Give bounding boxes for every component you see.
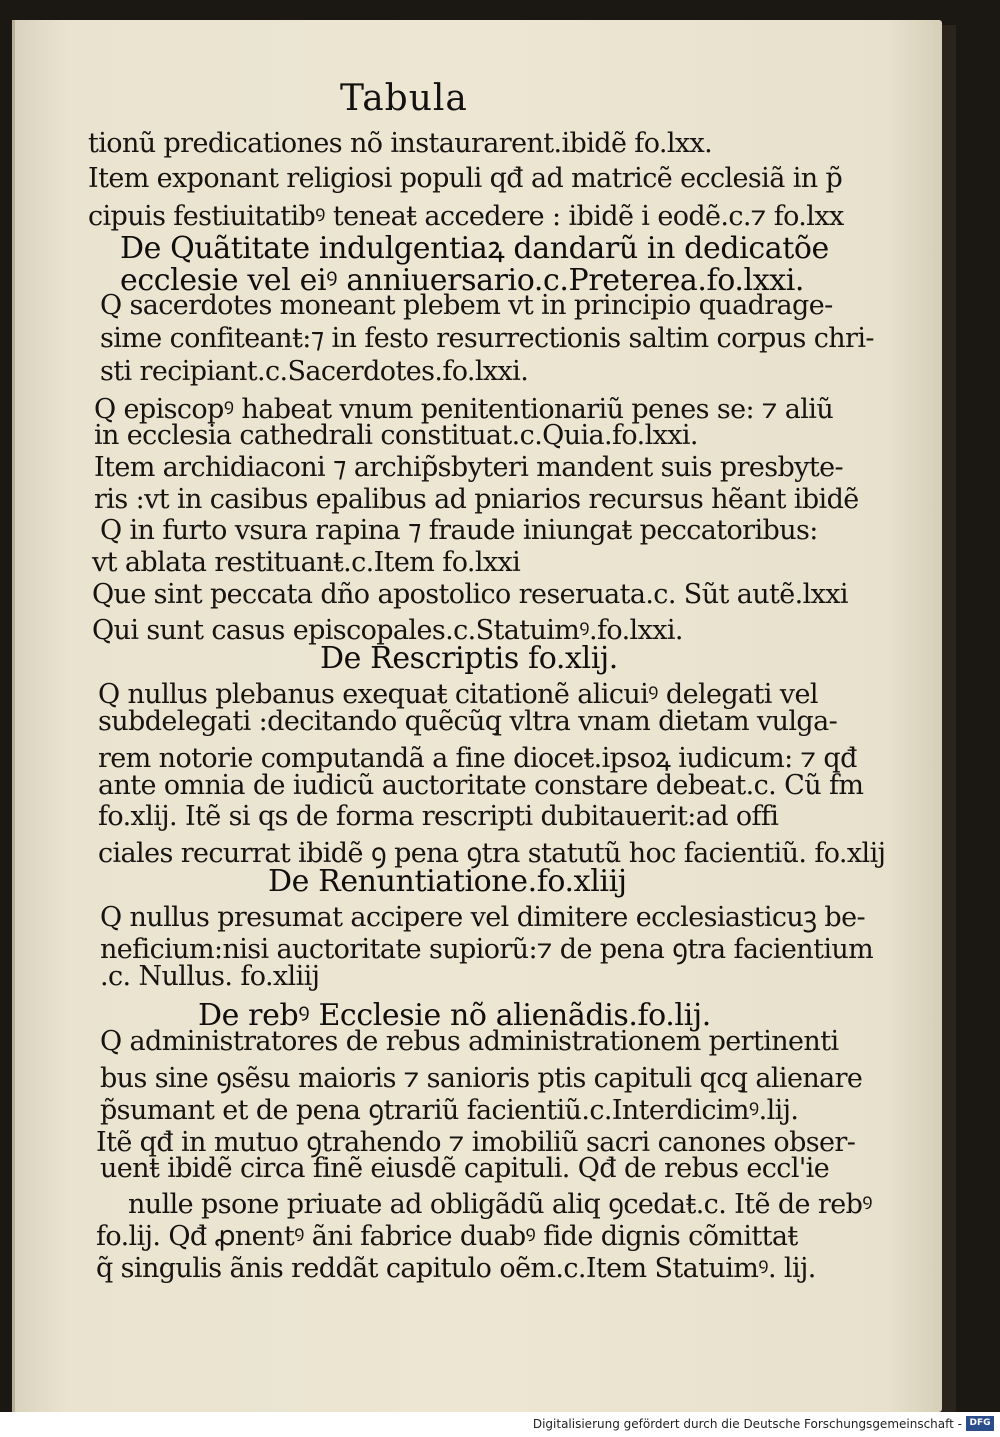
text-line: Q nullus presumat accipere vel dimitere ecclesiasticuꝫ be- bbox=[100, 902, 865, 933]
dfg-logo-icon: DFG bbox=[966, 1416, 994, 1431]
text-line: cipuis festiuitatibꝰ teneaŧ accedere : ibidẽ i eodẽ.c.⁊ fo.lxx bbox=[88, 201, 844, 232]
text-line: sime confiteanŧ:⁊ in festo resurrectionis saltim corpus chri- bbox=[100, 323, 874, 354]
text-line: p̃sumant et de pena ꝯtrariũ facientiũ.c.Interdicimꝰ.lij. bbox=[100, 1095, 799, 1126]
footer-bar bbox=[0, 1412, 1000, 1437]
text-line: Q sacerdotes moneant plebem vt in principio quadrage- bbox=[100, 290, 833, 321]
text-line: neficium:nisi auctoritate supiorũ:⁊ de pena ꝯtra facientium bbox=[100, 934, 874, 965]
text-line: Q in furto vsura rapina ⁊ fraude iniungaŧ peccatoribus: bbox=[100, 515, 818, 546]
text-line: Qui sunt casus episcopales.c.Statuimꝰ.fo.lxxi. bbox=[92, 615, 683, 646]
text-line: fo.lij. Qđ ꝓnentꝰ ãni fabrice duabꝰ fide dignis cõmittaŧ bbox=[96, 1221, 798, 1252]
text-line: Q episcopꝰ habeat vnum penitentionariũ penes se: ⁊ aliũ bbox=[94, 394, 834, 425]
text-line: fo.xlij. Itẽ si qs de forma rescripti dubitauerit:ad offi bbox=[98, 801, 779, 832]
text-line: sti recipiant.c.Sacerdotes.fo.lxxi. bbox=[100, 356, 529, 387]
text-line: Item archidiaconi ⁊ archip̃sbyteri mandent suis presbyte- bbox=[94, 452, 844, 483]
text-line: Q nullus plebanus exequaŧ citationẽ alicuiꝰ delegati vel bbox=[98, 679, 818, 710]
text-line: in ecclesia cathedrali constituat.c.Quia.fo.lxxi. bbox=[94, 420, 698, 451]
page-edge bbox=[12, 20, 15, 1412]
section-heading: De Quãtitate indulgentiaꝝ dandarũ in dedicatõe bbox=[120, 231, 829, 266]
text-line: ante omnia de iudicũ auctoritate constare debeat.c. Cũ fm bbox=[98, 770, 864, 801]
text-line: bus sine ꝯsẽsu maioris ⁊ sanioris ptis capituli qcq̧ alienare bbox=[100, 1063, 863, 1094]
funding-credit: Digitalisierung gefördert durch die Deutsche Forschungsgemeinschaft - bbox=[532, 1417, 962, 1431]
text-line: .c. Nullus. fo.xliij bbox=[100, 961, 320, 992]
text-line: subdelegati :decitando quẽcũq̧ vltra vnam dietam vulga- bbox=[98, 706, 838, 737]
page-title: Tabula bbox=[340, 78, 468, 119]
text-line: nulle psone priuate ad obligãdũ aliq ꝯcedaŧ.c. Itẽ de rebꝰ bbox=[128, 1189, 872, 1220]
section-heading: De Rescriptis fo.xlij. bbox=[320, 641, 618, 676]
text-line: ciales recurrat ibidẽ ꝯ pena ꝯtra statutũ hoc facientiũ. fo.xlij bbox=[98, 838, 886, 869]
text-line: Q administratores de rebus administrationem pertinenti bbox=[100, 1026, 839, 1057]
section-heading: ecclesie vel eiꝰ anniuersario.c.Preterea.fo.lxxi. bbox=[120, 263, 805, 298]
text-line: tionũ predicationes nõ instaurarent.ibidẽ fo.lxx. bbox=[88, 128, 713, 159]
text-line: ris :vt in casibus epalibus ad pniarios recursus hẽant ibidẽ bbox=[94, 484, 859, 515]
section-heading: De Renuntiatione.fo.xliij bbox=[268, 864, 627, 899]
text-line: Itẽ qđ in mutuo ꝯtrahendo ⁊ imobiliũ sacri canones obser- bbox=[96, 1127, 856, 1158]
section-heading: De rebꝰ Ecclesie nõ alienãdis.fo.lij. bbox=[198, 998, 711, 1033]
text-line: rem notorie computandã a fine dioceŧ.ipsoꝝ iudicum: ⁊ qđ bbox=[98, 743, 857, 774]
text-line: vt ablata restituanŧ.c.Item fo.lxxi bbox=[92, 547, 521, 578]
book-edge bbox=[942, 25, 956, 1412]
text-line: q̃ singulis ãnis reddãt capitulo oẽm.c.Item Statuimꝰ. lij. bbox=[96, 1253, 816, 1284]
text-line: uenŧ ibidẽ circa finẽ eiusdẽ capituli. Qđ de rebus eccl'ie bbox=[100, 1153, 830, 1184]
text-line: Item exponant religiosi populi qđ ad matricẽ ecclesiã in p̃ bbox=[88, 163, 843, 194]
text-line: Que sint peccata dño apostolico reseruata.c. Sũt autẽ.lxxi bbox=[92, 579, 848, 610]
